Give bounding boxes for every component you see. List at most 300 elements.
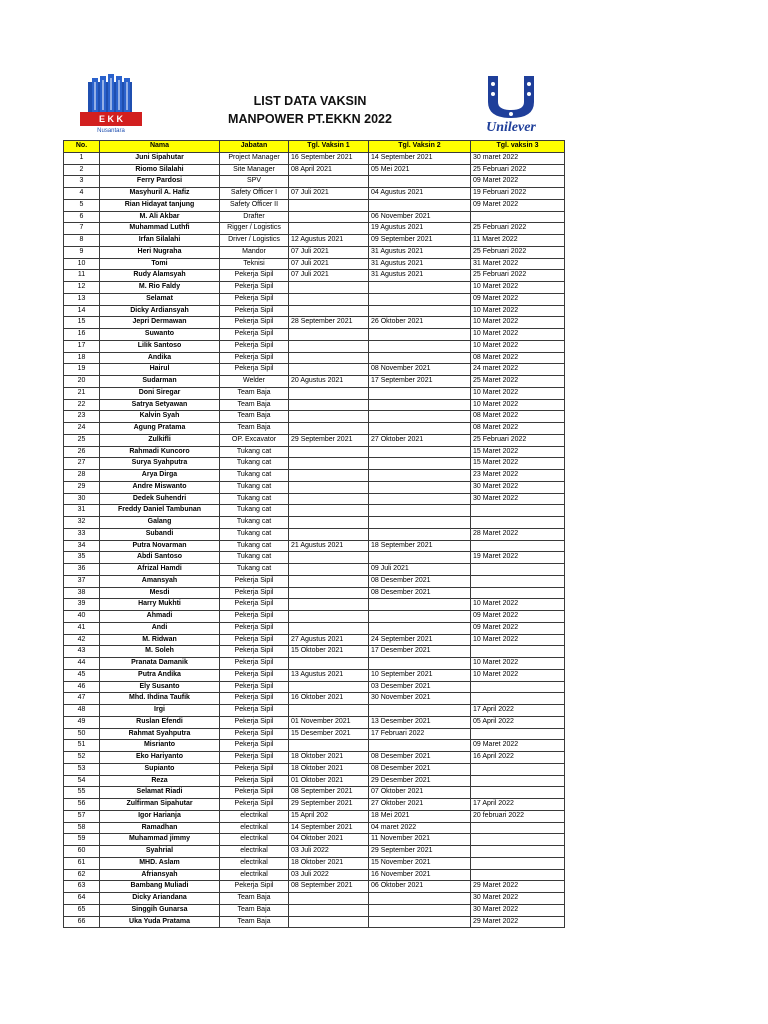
job-title: Rigger / Logistics	[220, 223, 289, 235]
row-number: 17	[64, 340, 100, 352]
table-row	[64, 376, 565, 388]
vaccine-2-date	[369, 399, 471, 411]
vaccine-1-date	[289, 916, 369, 928]
vaccine-3-date: 11 Maret 2022	[471, 235, 565, 247]
row-number: 34	[64, 540, 100, 552]
vaccine-2-date: 29 Desember 2021	[369, 775, 471, 787]
table-row	[64, 728, 565, 740]
table-row	[64, 740, 565, 752]
table-row	[64, 869, 565, 881]
employee-name: Arya Dirga	[100, 470, 220, 482]
job-title: Pekerja Sipil	[220, 881, 289, 893]
vaccine-1-date	[289, 587, 369, 599]
employee-name: Dicky Ariandana	[100, 893, 220, 905]
row-number: 38	[64, 587, 100, 599]
job-title: Driver / Logistics	[220, 235, 289, 247]
employee-name: Dedek Suhendri	[100, 493, 220, 505]
row-number: 57	[64, 810, 100, 822]
vaccine-1-date: 03 Juli 2022	[289, 846, 369, 858]
employee-name: Doni Siregar	[100, 387, 220, 399]
table-row	[64, 246, 565, 258]
vaccine-1-date: 08 September 2021	[289, 787, 369, 799]
row-number: 36	[64, 564, 100, 576]
table-row	[64, 904, 565, 916]
table-row	[64, 705, 565, 717]
table-row	[64, 176, 565, 188]
vaccine-1-date	[289, 458, 369, 470]
job-title: SPV	[220, 176, 289, 188]
table-row	[64, 364, 565, 376]
table-row	[64, 528, 565, 540]
table-row	[64, 881, 565, 893]
job-title: Tukang cat	[220, 505, 289, 517]
job-title: Tukang cat	[220, 528, 289, 540]
vaccine-3-date	[471, 517, 565, 529]
vaccine-2-date	[369, 481, 471, 493]
employee-name: Supianto	[100, 763, 220, 775]
job-title: Team Baja	[220, 916, 289, 928]
vaccine-2-date: 30 November 2021	[369, 693, 471, 705]
employee-name: Sudarman	[100, 376, 220, 388]
vaccine-1-date	[289, 282, 369, 294]
employee-name: Selamat Riadi	[100, 787, 220, 799]
vaccine-1-date: 16 Oktober 2021	[289, 693, 369, 705]
table-row	[64, 352, 565, 364]
employee-name: Andika	[100, 352, 220, 364]
row-number: 60	[64, 846, 100, 858]
vaccine-1-date: 18 Oktober 2021	[289, 752, 369, 764]
employee-name: Hairul	[100, 364, 220, 376]
job-title: Tukang cat	[220, 552, 289, 564]
vaccine-1-date	[289, 423, 369, 435]
table-row	[64, 423, 565, 435]
row-number: 27	[64, 458, 100, 470]
job-title: Pekerja Sipil	[220, 728, 289, 740]
job-title: Pekerja Sipil	[220, 611, 289, 623]
vaccine-2-date	[369, 916, 471, 928]
employee-name: Afriansyah	[100, 869, 220, 881]
table-row	[64, 787, 565, 799]
vaccine-1-date: 07 Juli 2021	[289, 246, 369, 258]
vaccine-3-date: 30 maret 2022	[471, 152, 565, 164]
vaccine-1-date	[289, 611, 369, 623]
job-title: Pekerja Sipil	[220, 740, 289, 752]
row-number: 50	[64, 728, 100, 740]
job-title: Drafter	[220, 211, 289, 223]
job-title: Site Manager	[220, 164, 289, 176]
row-number: 31	[64, 505, 100, 517]
job-title: Pekerja Sipil	[220, 658, 289, 670]
job-title: electrikal	[220, 846, 289, 858]
vaccine-1-date: 27 Agustus 2021	[289, 634, 369, 646]
row-number: 30	[64, 493, 100, 505]
vaccine-1-date	[289, 387, 369, 399]
vaccine-1-date	[289, 575, 369, 587]
job-title: Pekerja Sipil	[220, 305, 289, 317]
vaccine-1-date: 20 Agustus 2021	[289, 376, 369, 388]
vaccine-3-date: 10 Maret 2022	[471, 669, 565, 681]
row-number: 5	[64, 199, 100, 211]
table-row	[64, 599, 565, 611]
job-title: Tukang cat	[220, 458, 289, 470]
row-number: 40	[64, 611, 100, 623]
vaccine-2-date: 08 Desember 2021	[369, 587, 471, 599]
row-number: 29	[64, 481, 100, 493]
vaccine-2-date: 19 Agustus 2021	[369, 223, 471, 235]
employee-name: Muhammad Luthfi	[100, 223, 220, 235]
table-row	[64, 810, 565, 822]
vaccine-1-date	[289, 340, 369, 352]
table-header-row	[64, 141, 565, 153]
vaccine-2-date	[369, 305, 471, 317]
title-line-1: LIST DATA VAKSIN	[253, 94, 367, 108]
vaccine-1-date	[289, 305, 369, 317]
job-title: Team Baja	[220, 893, 289, 905]
vaccine-3-date: 09 Maret 2022	[471, 199, 565, 211]
vaccine-3-date: 10 Maret 2022	[471, 599, 565, 611]
vaccine-3-date: 17 April 2022	[471, 799, 565, 811]
job-title: Pekerja Sipil	[220, 763, 289, 775]
row-number: 33	[64, 528, 100, 540]
vaccine-2-date: 31 Agustus 2021	[369, 246, 471, 258]
table-row	[64, 752, 565, 764]
employee-name: Agung Pratama	[100, 423, 220, 435]
vaccine-3-date: 10 Maret 2022	[471, 658, 565, 670]
table-row	[64, 446, 565, 458]
employee-name: Rahmat Syahputra	[100, 728, 220, 740]
vaccine-2-date: 04 maret 2022	[369, 822, 471, 834]
table-row	[64, 505, 565, 517]
vaccine-3-date	[471, 869, 565, 881]
vaccine-1-date: 29 September 2021	[289, 799, 369, 811]
vaccine-2-date	[369, 199, 471, 211]
table-row	[64, 258, 565, 270]
employee-name: Zulfirman Sipahutar	[100, 799, 220, 811]
vaccine-2-date: 27 Oktober 2021	[369, 434, 471, 446]
vaccine-1-date	[289, 411, 369, 423]
vaccine-3-date: 09 Maret 2022	[471, 740, 565, 752]
vaccine-3-date: 25 Februari 2022	[471, 434, 565, 446]
row-number: 7	[64, 223, 100, 235]
vaccine-1-date: 08 September 2021	[289, 881, 369, 893]
employee-name: Rahmadi Kuncoro	[100, 446, 220, 458]
row-number: 55	[64, 787, 100, 799]
vaccine-3-date: 09 Maret 2022	[471, 293, 565, 305]
job-title: Team Baja	[220, 411, 289, 423]
vaccine-2-date	[369, 423, 471, 435]
row-number: 24	[64, 423, 100, 435]
table-row	[64, 235, 565, 247]
vaccine-2-date	[369, 470, 471, 482]
employee-name: Bambang Muliadi	[100, 881, 220, 893]
row-number: 16	[64, 329, 100, 341]
table-row	[64, 223, 565, 235]
table-body	[64, 152, 565, 928]
row-number: 62	[64, 869, 100, 881]
employee-name: Lilik Santoso	[100, 340, 220, 352]
table-row	[64, 152, 565, 164]
vaccine-2-date: 17 September 2021	[369, 376, 471, 388]
row-number: 37	[64, 575, 100, 587]
vaccine-3-date	[471, 693, 565, 705]
table-row	[64, 552, 565, 564]
employee-name: Ramadhan	[100, 822, 220, 834]
job-title: Pekerja Sipil	[220, 693, 289, 705]
job-title: electrikal	[220, 810, 289, 822]
vaccine-2-date: 24 September 2021	[369, 634, 471, 646]
employee-name: Pranata Damanik	[100, 658, 220, 670]
vaccine-1-date: 12 Agustus 2021	[289, 235, 369, 247]
table-row	[64, 399, 565, 411]
employee-name: Kalvin Syah	[100, 411, 220, 423]
vaccine-3-date: 15 Maret 2022	[471, 458, 565, 470]
vaccine-2-date: 06 Oktober 2021	[369, 881, 471, 893]
vaccine-1-date	[289, 505, 369, 517]
job-title: Pekerja Sipil	[220, 634, 289, 646]
employee-name: Andre Miswanto	[100, 481, 220, 493]
vaccine-2-date	[369, 611, 471, 623]
vaccine-3-date	[471, 728, 565, 740]
vaccine-2-date: 18 September 2021	[369, 540, 471, 552]
table-row	[64, 669, 565, 681]
job-title: Pekerja Sipil	[220, 669, 289, 681]
employee-name: Juni Sipahutar	[100, 152, 220, 164]
table-row	[64, 211, 565, 223]
row-number: 56	[64, 799, 100, 811]
vaccine-2-date: 03 Desember 2021	[369, 681, 471, 693]
svg-text:Nusantara: Nusantara	[97, 128, 125, 134]
employee-name: Selamat	[100, 293, 220, 305]
vaccine-1-date	[289, 470, 369, 482]
vaccine-2-date: 11 November 2021	[369, 834, 471, 846]
job-title: Pekerja Sipil	[220, 329, 289, 341]
job-title: Pekerja Sipil	[220, 622, 289, 634]
vaccine-3-date: 09 Maret 2022	[471, 611, 565, 623]
vaccine-2-date: 31 Agustus 2021	[369, 258, 471, 270]
row-number: 46	[64, 681, 100, 693]
row-number: 64	[64, 893, 100, 905]
vaccine-1-date	[289, 564, 369, 576]
vaccine-2-date: 09 September 2021	[369, 235, 471, 247]
vaccine-3-date: 15 Maret 2022	[471, 446, 565, 458]
vaccine-1-date: 29 September 2021	[289, 434, 369, 446]
vaccine-2-date	[369, 705, 471, 717]
vaccine-3-date	[471, 564, 565, 576]
vaccine-1-date: 01 Oktober 2021	[289, 775, 369, 787]
employee-name: Dicky Ardiansyah	[100, 305, 220, 317]
job-title: Pekerja Sipil	[220, 775, 289, 787]
row-number: 52	[64, 752, 100, 764]
job-title: Tukang cat	[220, 493, 289, 505]
vaccine-3-date: 09 Maret 2022	[471, 176, 565, 188]
employee-name: Satrya Setyawan	[100, 399, 220, 411]
vaccine-3-date: 23 Maret 2022	[471, 470, 565, 482]
row-number: 45	[64, 669, 100, 681]
table-row	[64, 834, 565, 846]
vaccine-1-date	[289, 446, 369, 458]
vaccine-3-date: 25 Februari 2022	[471, 270, 565, 282]
vaccine-3-date: 20 februari 2022	[471, 810, 565, 822]
vaccine-3-date	[471, 505, 565, 517]
vaccine-1-date	[289, 399, 369, 411]
vaccine-3-date: 17 April 2022	[471, 705, 565, 717]
table-row	[64, 387, 565, 399]
vaccine-1-date: 14 September 2021	[289, 822, 369, 834]
employee-name: Irfan Silalahi	[100, 235, 220, 247]
job-title: Pekerja Sipil	[220, 799, 289, 811]
row-number: 32	[64, 517, 100, 529]
vaccine-2-date: 07 Oktober 2021	[369, 787, 471, 799]
row-number: 61	[64, 857, 100, 869]
table-row	[64, 434, 565, 446]
job-title: Tukang cat	[220, 540, 289, 552]
employee-name: Uka Yuda Pratama	[100, 916, 220, 928]
vaccine-1-date	[289, 517, 369, 529]
table-row	[64, 611, 565, 623]
job-title: Safety Officer II	[220, 199, 289, 211]
unilever-logo	[462, 72, 560, 134]
job-title: Pekerja Sipil	[220, 681, 289, 693]
job-title: Pekerja Sipil	[220, 599, 289, 611]
vaccine-3-date	[471, 822, 565, 834]
job-title: Pekerja Sipil	[220, 270, 289, 282]
vaccine-2-date: 09 Juli 2021	[369, 564, 471, 576]
vaccine-2-date: 31 Agustus 2021	[369, 270, 471, 282]
row-number: 49	[64, 716, 100, 728]
vaccine-1-date	[289, 199, 369, 211]
svg-text:E K K: E K K	[98, 114, 124, 124]
vaccine-3-date: 10 Maret 2022	[471, 634, 565, 646]
row-number: 48	[64, 705, 100, 717]
vaccine-2-date	[369, 458, 471, 470]
row-number: 35	[64, 552, 100, 564]
employee-name: Syahrial	[100, 846, 220, 858]
vaccine-2-date: 08 Desember 2021	[369, 575, 471, 587]
vaccine-2-date	[369, 329, 471, 341]
row-number: 14	[64, 305, 100, 317]
vaccine-2-date	[369, 740, 471, 752]
table-row	[64, 458, 565, 470]
vaccine-1-date	[289, 493, 369, 505]
job-title: Pekerja Sipil	[220, 352, 289, 364]
row-number: 58	[64, 822, 100, 834]
table-row	[64, 270, 565, 282]
vaccine-3-date: 08 Maret 2022	[471, 411, 565, 423]
vaccine-1-date	[289, 329, 369, 341]
vaccine-1-date	[289, 705, 369, 717]
job-title: Team Baja	[220, 387, 289, 399]
job-title: Team Baja	[220, 399, 289, 411]
table-row	[64, 646, 565, 658]
job-title: Pekerja Sipil	[220, 340, 289, 352]
vaccine-3-date: 10 Maret 2022	[471, 399, 565, 411]
table-row	[64, 681, 565, 693]
vaccine-3-date: 08 Maret 2022	[471, 352, 565, 364]
table-row	[64, 857, 565, 869]
table-row	[64, 634, 565, 646]
vaccine-2-date: 16 November 2021	[369, 869, 471, 881]
vaccine-1-date	[289, 622, 369, 634]
vaccine-3-date	[471, 211, 565, 223]
vaccine-3-date: 10 Maret 2022	[471, 305, 565, 317]
svg-text:Unilever: Unilever	[486, 120, 536, 134]
job-title: Pekerja Sipil	[220, 752, 289, 764]
row-number: 2	[64, 164, 100, 176]
vaccine-3-date	[471, 681, 565, 693]
table-row	[64, 317, 565, 329]
vaccine-2-date	[369, 352, 471, 364]
vaccine-2-date: 17 Februari 2022	[369, 728, 471, 740]
vaccine-1-date	[289, 740, 369, 752]
employee-name: Rudy Alamsyah	[100, 270, 220, 282]
employee-name: Riomo Silalahi	[100, 164, 220, 176]
employee-name: Irgi	[100, 705, 220, 717]
table-row	[64, 763, 565, 775]
employee-name: Afrizal Hamdi	[100, 564, 220, 576]
vaccine-3-date: 25 Februari 2022	[471, 223, 565, 235]
row-number: 28	[64, 470, 100, 482]
employee-name: Mesdi	[100, 587, 220, 599]
employee-name: Amansyah	[100, 575, 220, 587]
employee-name: Singgih Gunarsa	[100, 904, 220, 916]
vaccine-3-date: 30 Maret 2022	[471, 493, 565, 505]
vaccine-1-date: 04 Oktober 2021	[289, 834, 369, 846]
job-title: Safety Officer I	[220, 188, 289, 200]
employee-name: Freddy Daniel Tambunan	[100, 505, 220, 517]
table-row	[64, 293, 565, 305]
vaccine-2-date	[369, 505, 471, 517]
employee-name: Suwanto	[100, 329, 220, 341]
vaccine-3-date: 09 Maret 2022	[471, 622, 565, 634]
row-number: 10	[64, 258, 100, 270]
employee-name: Ely Susanto	[100, 681, 220, 693]
vaccine-1-date: 03 Juli 2022	[289, 869, 369, 881]
vaccine-3-date: 10 Maret 2022	[471, 317, 565, 329]
employee-name: M. Ali Akbar	[100, 211, 220, 223]
table-row	[64, 329, 565, 341]
vaccine-2-date	[369, 293, 471, 305]
table-row	[64, 622, 565, 634]
table-row	[64, 540, 565, 552]
employee-name: Putra Novarman	[100, 540, 220, 552]
employee-name: M. Rio Faldy	[100, 282, 220, 294]
vaccine-2-date	[369, 517, 471, 529]
job-title: Pekerja Sipil	[220, 587, 289, 599]
column-header-nama: Nama	[100, 141, 220, 153]
column-header-vaksin-2: Tgl. Vaksin 2	[369, 141, 471, 153]
vaccine-3-date	[471, 857, 565, 869]
vaccine-1-date: 21 Agustus 2021	[289, 540, 369, 552]
row-number: 26	[64, 446, 100, 458]
table-row	[64, 199, 565, 211]
vaccine-1-date	[289, 293, 369, 305]
employee-name: Surya Syahputra	[100, 458, 220, 470]
table-row	[64, 575, 565, 587]
table-row	[64, 693, 565, 705]
job-title: Project Manager	[220, 152, 289, 164]
row-number: 21	[64, 387, 100, 399]
vaccine-2-date: 15 November 2021	[369, 857, 471, 869]
row-number: 20	[64, 376, 100, 388]
vaccine-3-date	[471, 540, 565, 552]
vaccine-3-date	[471, 763, 565, 775]
column-header-vaksin-3: Tgl. vaksin 3	[471, 141, 565, 153]
vaccine-2-date: 29 September 2021	[369, 846, 471, 858]
vaccine-3-date	[471, 834, 565, 846]
employee-name: Abdi Santoso	[100, 552, 220, 564]
row-number: 4	[64, 188, 100, 200]
table-row	[64, 916, 565, 928]
